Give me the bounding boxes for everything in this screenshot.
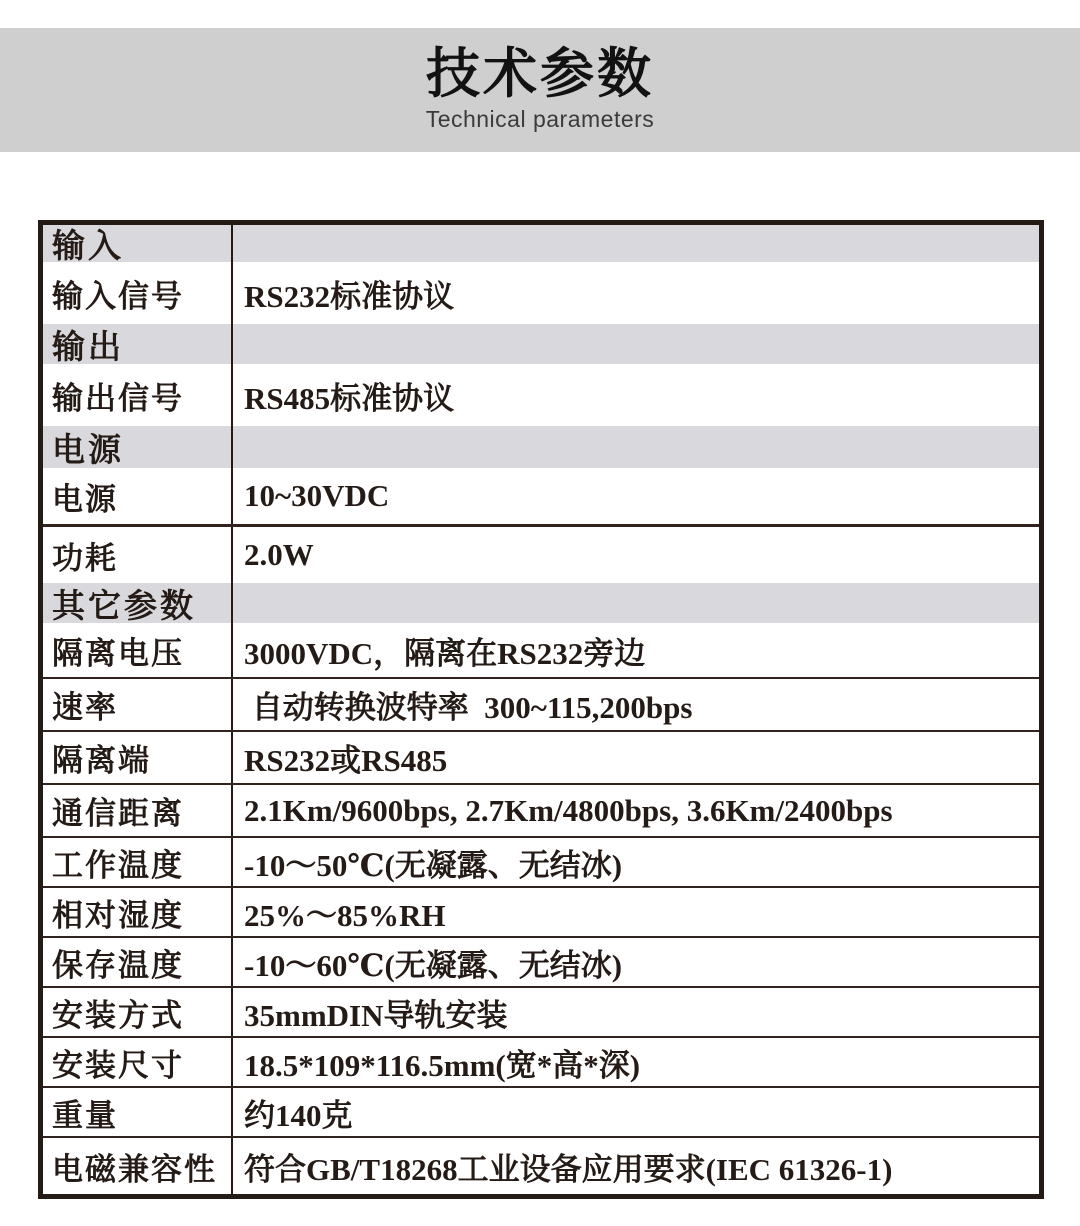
table-row: [43, 527, 1039, 583]
param-label: 重量: [43, 1088, 233, 1136]
spec-table: [38, 220, 1044, 1199]
page-title: 技术参数: [426, 44, 654, 105]
table-row: [43, 785, 1039, 838]
param-value: 10~30VDC: [244, 478, 390, 513]
table-section-row: [43, 426, 1039, 468]
table-row: [43, 988, 1039, 1038]
param-value: 3000VDC，隔离在RS232旁边: [244, 635, 646, 671]
param-value: RS232或RS485: [244, 743, 448, 778]
table-row: [43, 732, 1039, 785]
param-value: [233, 225, 1039, 262]
param-label: 安装方式: [43, 988, 233, 1036]
table-row: [43, 262, 1039, 324]
param-label: 输入: [43, 225, 233, 262]
param-label: 电源: [43, 468, 233, 524]
param-value: 自动转换波特率 300~115,200bps: [244, 690, 693, 725]
table-row: [43, 1088, 1039, 1138]
param-value: RS485标准协议: [244, 380, 455, 416]
table-row: [43, 623, 1039, 679]
table-section-row: [43, 225, 1039, 262]
param-value: -10～60℃(无凝露、无结冰): [244, 947, 623, 983]
param-label: 保存温度: [43, 938, 233, 986]
table-row: [43, 1038, 1039, 1088]
param-label: 输出: [43, 324, 233, 364]
param-value: [233, 583, 1039, 623]
param-label: 其它参数: [43, 583, 233, 623]
param-label: 隔离端: [43, 732, 233, 783]
table-section-row: [43, 583, 1039, 623]
param-value: 25%～85%RH: [244, 897, 446, 933]
param-label: 输出信号: [43, 364, 233, 426]
table-row: [43, 938, 1039, 988]
param-label: 安装尺寸: [43, 1038, 233, 1086]
param-value: 符合GB/T18268工业设备应用要求(IEC 61326-1): [244, 1151, 893, 1187]
param-label: 速率: [43, 679, 233, 730]
param-label: 功耗: [43, 527, 233, 583]
table-row: [43, 838, 1039, 888]
param-label: 工作温度: [43, 838, 233, 886]
param-label: 输入信号: [43, 262, 233, 324]
param-value: 2.0W: [244, 537, 314, 572]
param-label: 电磁兼容性: [43, 1138, 233, 1194]
table-row: [43, 679, 1039, 732]
table-row: [43, 468, 1039, 527]
table-section-row: [43, 324, 1039, 364]
param-value: [233, 426, 1039, 468]
param-value: 2.1Km/9600bps, 2.7Km/4800bps, 3.6Km/2400bps: [244, 792, 893, 828]
param-value: 约140克: [244, 1097, 353, 1133]
param-label: 隔离电压: [43, 623, 233, 677]
param-label: 相对湿度: [43, 888, 233, 936]
page-subtitle: Technical parameters: [425, 105, 655, 132]
header-banner: [0, 28, 1080, 152]
table-row: [43, 364, 1039, 426]
param-value: RS232标准协议: [244, 278, 455, 314]
table-row: [43, 888, 1039, 938]
param-value: 35mmDIN导轨安装: [244, 997, 508, 1033]
param-label: 电源: [43, 426, 233, 468]
table-row: [43, 1138, 1039, 1194]
param-value: -10～50℃(无凝露、无结冰): [244, 847, 623, 883]
param-value: [233, 324, 1039, 364]
param-value: 18.5*109*116.5mm(宽*高*深): [244, 1047, 641, 1083]
param-label: 通信距离: [43, 785, 233, 836]
